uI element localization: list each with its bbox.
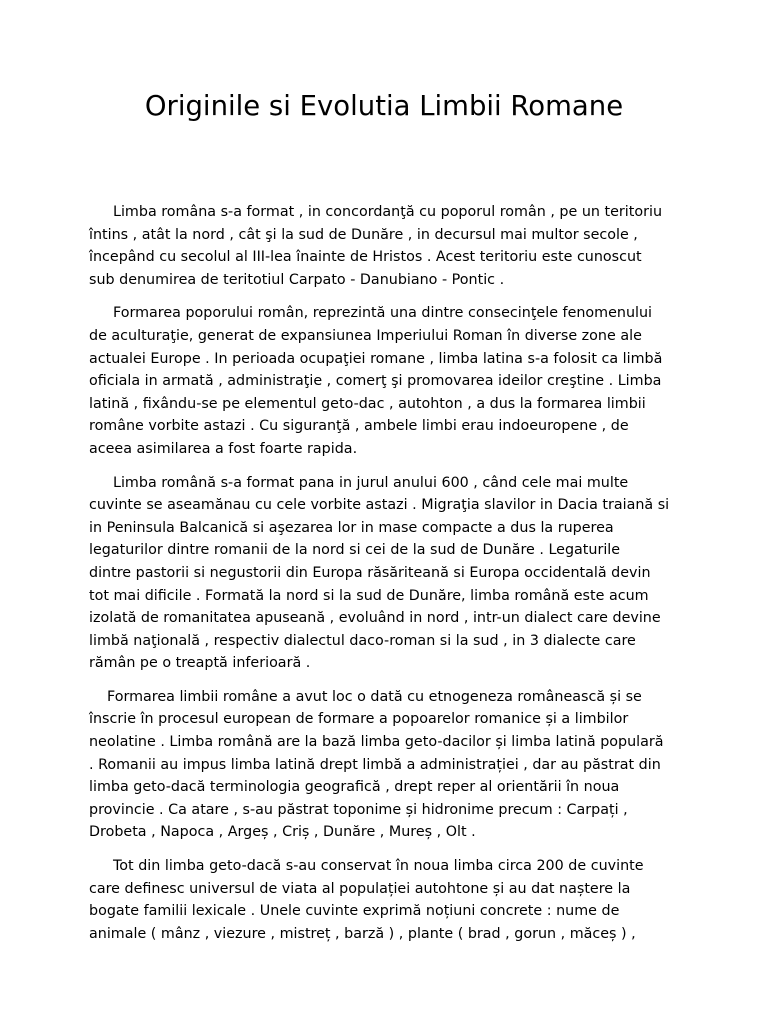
paragraph-line: bogate familii lexicale . Unele cuvinte exprimă noțiuni concrete : nume de [89, 903, 620, 920]
paragraph-line: tot mai dificile . Formată la nord si la sud de Dunăre, limba română este acum [89, 587, 649, 604]
paragraph-line: izolată de romanitatea apuseană , evoluând in nord , intr-un dialect care devine [89, 610, 661, 627]
paragraph-1 [89, 201, 679, 291]
paragraph-line: Limba română s-a format pana in jurul anului 600 , când cele mai multe [113, 474, 629, 491]
paragraph-4 [89, 686, 679, 844]
paragraph-line: Tot din limba geto-dacă s-au conservat în noua limba circa 200 de cuvinte [113, 858, 644, 875]
paragraph-line: începând cu secolul al III-lea înainte de Hristos . Acest teritoriu este cunoscut [89, 249, 642, 266]
paragraph-line: animale ( mânz , viezure , mistreț , barză ) , plante ( brad , gorun , măceș ) , [89, 925, 636, 942]
document-body [89, 201, 679, 956]
paragraph-line: Formarea poporului român, reprezintă una dintre consecinţele fenomenului [113, 305, 653, 322]
paragraph-line: cuvinte se aseamănau cu cele vorbite astazi . Migraţia slavilor in Dacia traiană si [89, 497, 670, 514]
paragraph-line: rămân pe o treaptă inferioară . [89, 655, 311, 672]
paragraph-line: care definesc universul de viata al populației autohtone și au dat naștere la [89, 880, 631, 897]
paragraph-line: întins , atât la nord , cât şi la sud de Dunăre , in decursul mai multor secole , [89, 226, 638, 243]
paragraph-line: oficiala in armată , administraţie , comerţ şi promovarea ideilor creştine . Limba [89, 373, 662, 390]
paragraph-line: sub denumirea de teritotiul Carpato - Danubiano - Pontic . [89, 271, 505, 288]
paragraph-line: dintre pastorii si negustorii din Europa răsăriteană si Europa occidentală devin [89, 564, 651, 581]
paragraph-line: in Peninsula Balcanică si aşezarea lor in mase compacte a dus la ruperea [89, 519, 614, 536]
paragraph-line: aceea asimilarea a fost foarte rapida. [89, 440, 358, 457]
paragraph-line: limba geto-dacă terminologia geografică , drept reper al orientării în noua [89, 779, 620, 796]
paragraph-line: Limba româna s-a format , in concordanţă cu poporul român , pe un teritoriu [113, 204, 663, 220]
paragraph-line: . Romanii au impus limba latină drept limbă a administrației , dar au păstrat din [89, 756, 661, 773]
paragraph-line: înscrie în procesul european de formare a popoarelor romanice și a limbilor [89, 711, 629, 728]
paragraph-line: Drobeta , Napoca , Argeș , Criș , Dunăre , Mureș , Olt . [89, 824, 476, 841]
paragraph-line: de aculturaţie, generat de expansiunea Imperiului Roman în diverse zone ale [89, 327, 642, 344]
paragraph-line: neolatine . Limba română are la bază limba geto-dacilor și limba latină populară [89, 734, 664, 751]
page-title: Originile si Evolutia Limbii Romane [144, 90, 624, 122]
paragraph-5 [89, 855, 679, 945]
paragraph-line: latină , fixându-se pe elementul geto-dac , autohton , a dus la formarea limbii [89, 395, 646, 412]
paragraph-line: legaturilor dintre romanii de la nord si cei de la sud de Dunăre . Legaturile [89, 542, 621, 559]
paragraph-line: provincie . Ca atare , s-au păstrat toponime și hidronime precum : Carpați , [89, 801, 628, 818]
paragraph-line: limbă naţională , respectiv dialectul daco-roman si la sud , in 3 dialecte care [89, 632, 636, 649]
paragraph-3 [89, 472, 679, 675]
paragraph-line: Formarea limbii române a avut loc o dată cu etnogeneza românească și se [107, 688, 642, 705]
paragraph-line: române vorbite astazi . Cu siguranţă , ambele limbi erau indoeuropene , de [89, 418, 629, 435]
paragraph-line: actualei Europe . In perioada ocupaţiei romane , limba latina s-a folosit ca limbă [89, 350, 663, 367]
paragraph-2 [89, 302, 679, 460]
